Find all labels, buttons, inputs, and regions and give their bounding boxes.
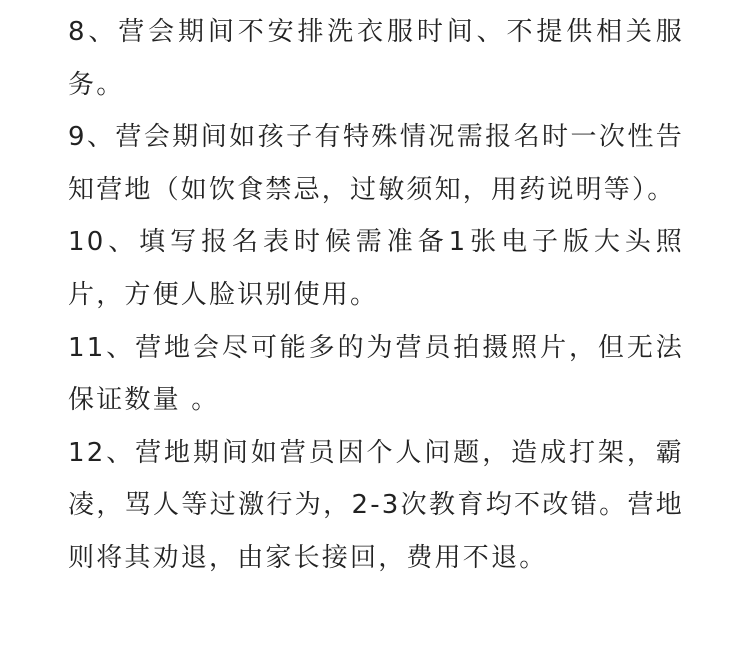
rule-item-11: 11、营地会尽可能多的为营员拍摄照片，但无法保证数量 。 bbox=[68, 332, 684, 416]
rule-item-10: 10、填写报名表时候需准备1张电子版大头照片，方便人脸识别使用。 bbox=[68, 227, 684, 310]
rule-item-8: 8、营会期间不安排洗衣服时间、不提供相关服务。 bbox=[68, 17, 684, 100]
article-body bbox=[68, 6, 684, 585]
rule-item-9: 9、营会期间如孩子有特殊情况需报名时一次性告知营地（如饮食禁忌，过敏须知，用药说明等）。 bbox=[68, 122, 684, 205]
rule-item-12: 12、营地期间如营员因个人问题，造成打架，霸凌，骂人等过激行为，2-3次教育均不改错。营地则将其劝退，由家长接回，费用不退。 bbox=[68, 437, 684, 573]
